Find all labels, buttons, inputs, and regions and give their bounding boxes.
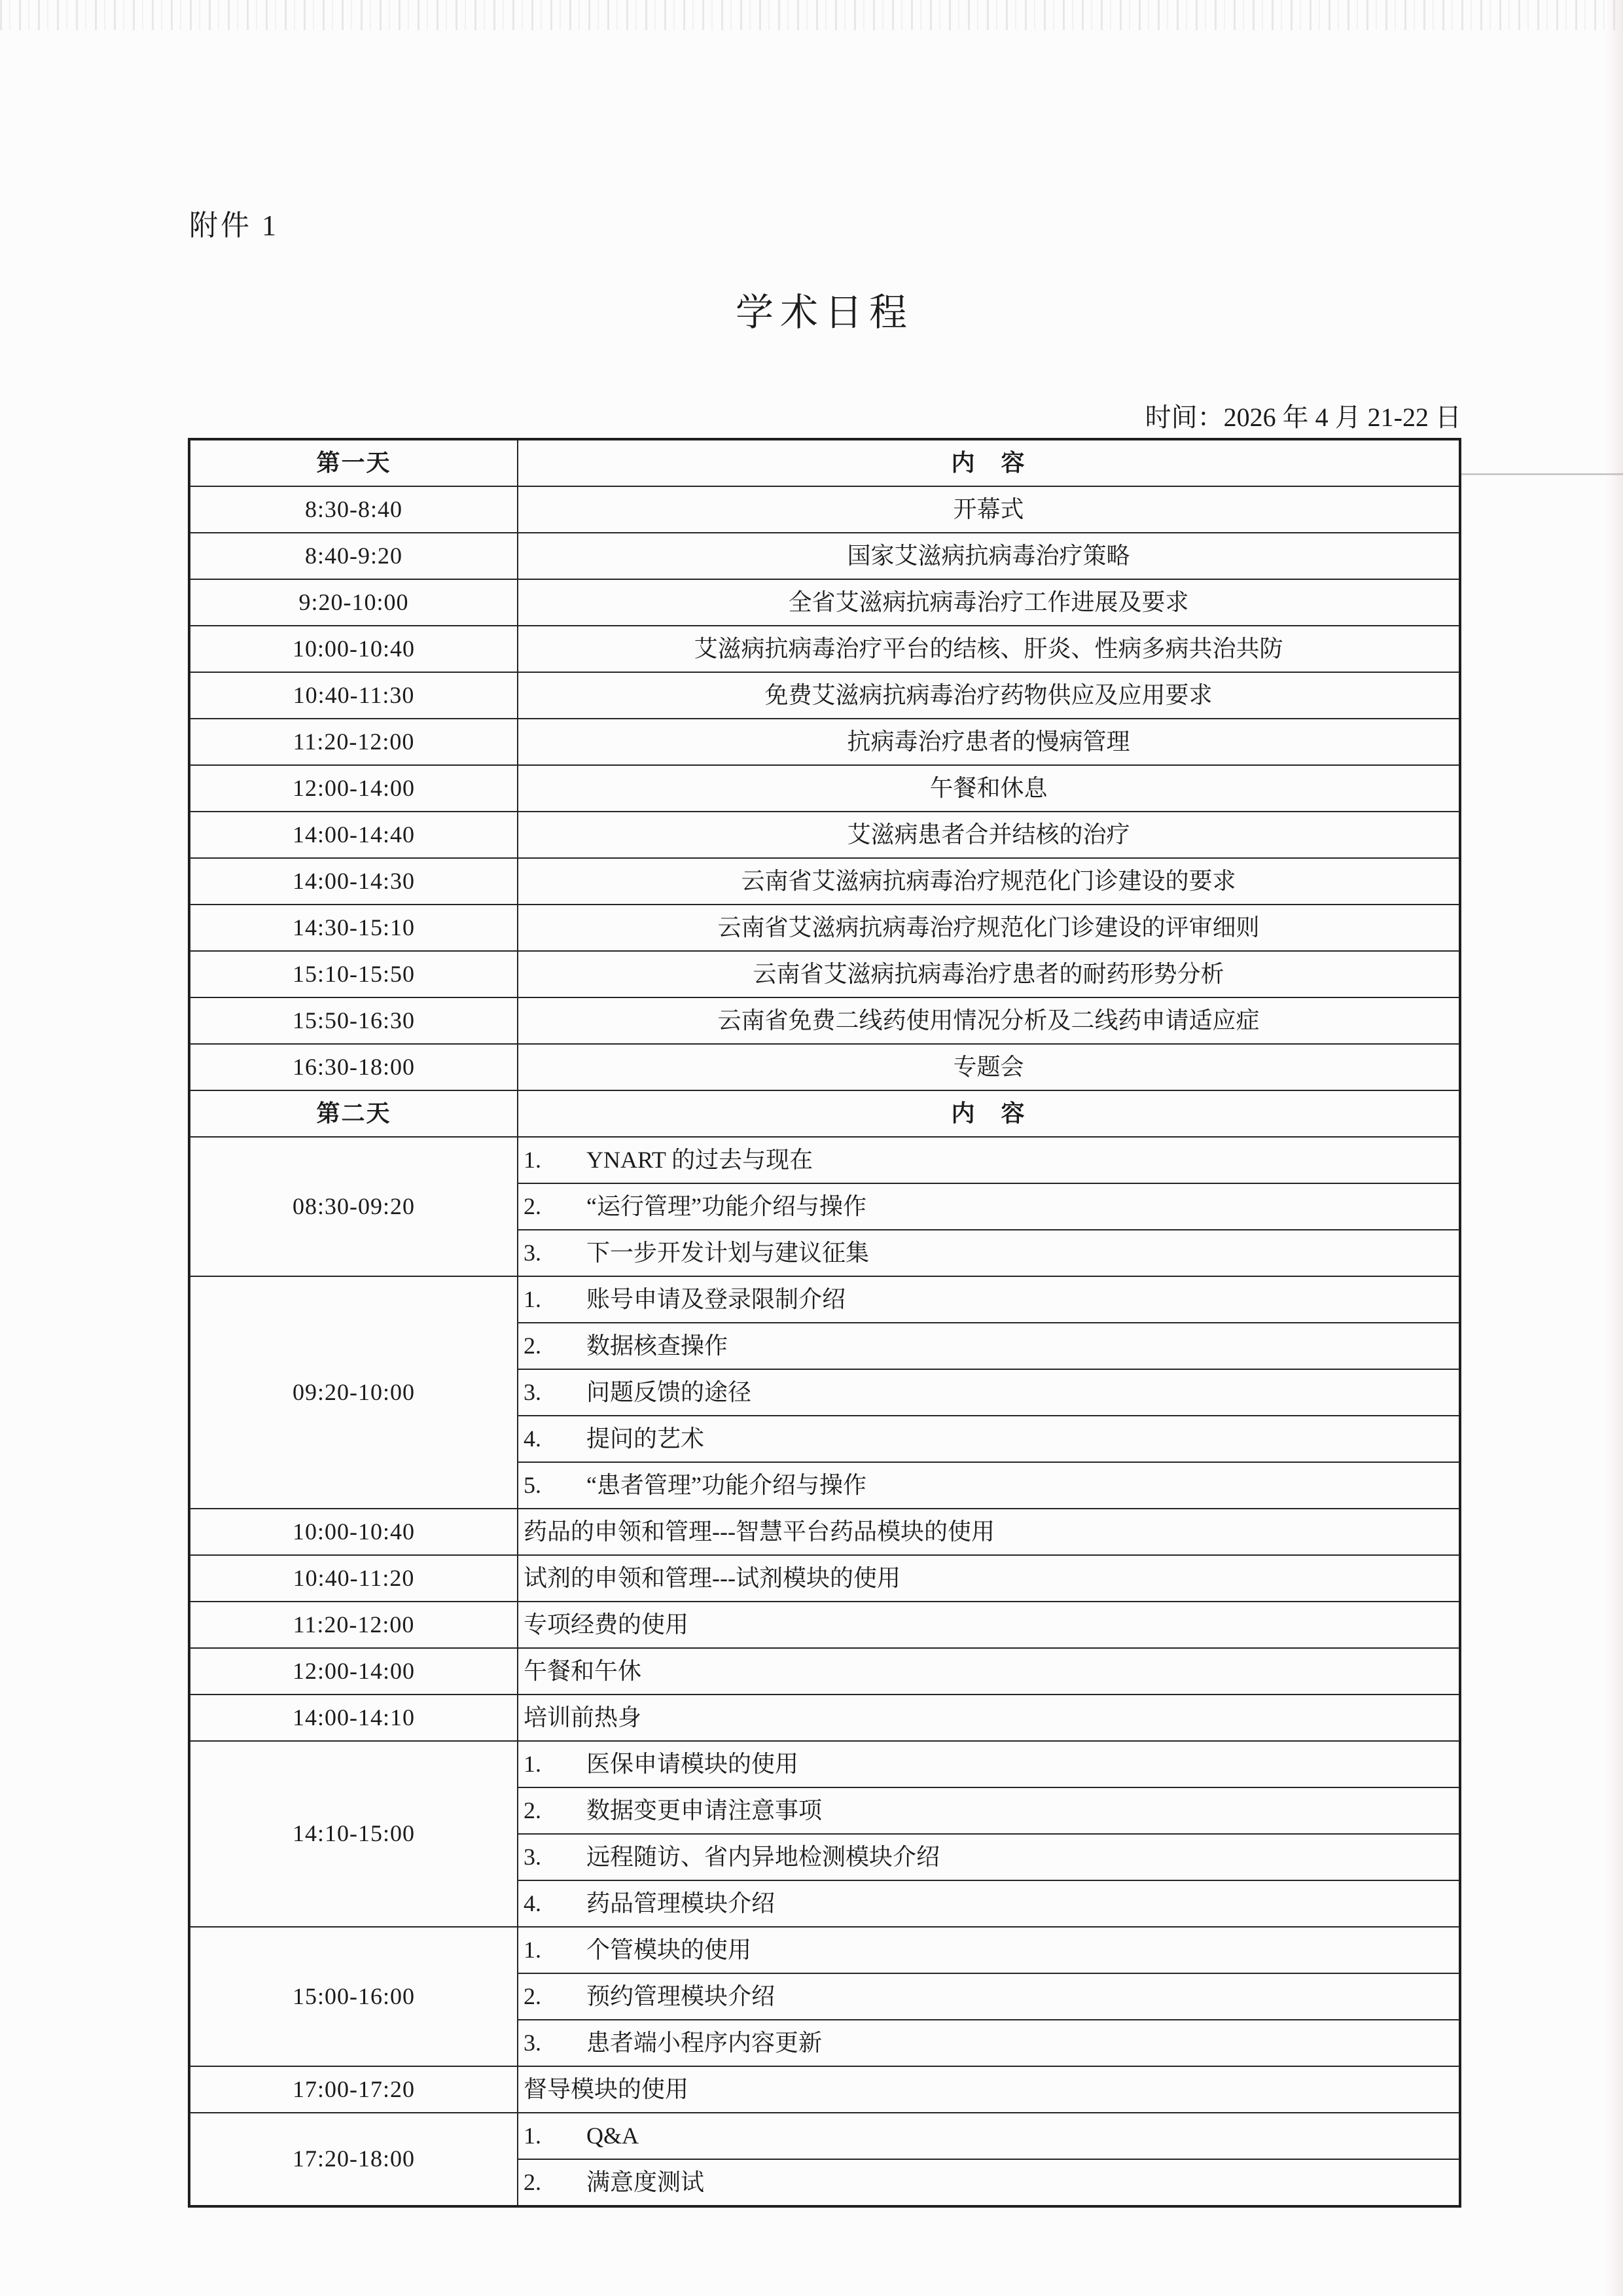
table-row	[189, 905, 1460, 951]
content-cell: 专题会	[518, 1044, 1460, 1090]
table-row	[189, 1555, 1460, 1602]
time-cell: 16:30-18:00	[189, 1044, 518, 1090]
content-cell: 云南省艾滋病抗病毒治疗规范化门诊建设的评审细则	[518, 905, 1460, 951]
day1-header-cell: 第一天	[189, 439, 518, 486]
content-cell	[518, 1834, 1460, 1880]
item-text: 患者端小程序内容更新	[586, 2029, 823, 2056]
item-text: 数据核查操作	[586, 1332, 728, 1359]
item-text: 下一步开发计划与建议征集	[586, 1239, 870, 1266]
date-line: 时间：2026 年 4 月 21-22 日	[1145, 403, 1461, 432]
content-cell: 国家艾滋病抗病毒治疗策略	[518, 533, 1460, 579]
content-cell	[518, 1927, 1460, 1973]
content-cell	[518, 1462, 1460, 1509]
time-cell: 09:20-10:00	[189, 1276, 518, 1509]
table-row	[189, 486, 1460, 533]
content-cell	[518, 1509, 1460, 1555]
content-cell: 云南省艾滋病抗病毒治疗患者的耐药形势分析	[518, 951, 1460, 997]
content-cell: 午餐和休息	[518, 765, 1460, 812]
item-text: 督导模块的使用	[524, 2075, 689, 2102]
item-number: 3.	[524, 1843, 541, 1870]
scan-artifact-right-edge	[1606, 0, 1623, 2296]
content-cell: 抗病毒治疗患者的慢病管理	[518, 719, 1460, 765]
item-number: 4.	[524, 1425, 541, 1452]
content-cell	[518, 1323, 1460, 1369]
item-text: Q&A	[586, 2122, 639, 2149]
item-text: 预约管理模块介绍	[586, 1982, 776, 2009]
time-cell: 10:00-10:40	[189, 626, 518, 672]
content-cell: 艾滋病抗病毒治疗平台的结核、肝炎、性病多病共治共防	[518, 626, 1460, 672]
item-number: 4.	[524, 1890, 541, 1916]
time-cell: 8:40-9:20	[189, 533, 518, 579]
content-cell	[518, 1183, 1460, 1230]
table-row	[189, 812, 1460, 858]
table-row	[189, 719, 1460, 765]
content-cell	[518, 1880, 1460, 1927]
item-number: 2.	[524, 1332, 541, 1359]
item-text: 专项经费的使用	[524, 1611, 689, 1638]
table-row	[189, 1695, 1460, 1741]
table-row	[189, 858, 1460, 905]
attachment-label: 附件 1	[189, 209, 279, 242]
item-number: 1.	[524, 1936, 541, 1963]
table-row	[189, 672, 1460, 719]
content-cell	[518, 2113, 1460, 2159]
content-cell	[518, 1555, 1460, 1602]
item-number: 5.	[524, 1471, 541, 1498]
schedule-table	[188, 438, 1461, 2208]
scan-artifact-top-edge	[0, 0, 1623, 30]
day2-header-row	[189, 1090, 1460, 1137]
time-cell: 15:00-16:00	[189, 1927, 518, 2066]
time-cell: 14:10-15:00	[189, 1741, 518, 1927]
time-cell: 15:10-15:50	[189, 951, 518, 997]
item-text: “患者管理”功能介绍与操作	[586, 1471, 866, 1498]
content-cell	[518, 2066, 1460, 2113]
table-row	[189, 626, 1460, 672]
scan-artifact-line	[1461, 473, 1623, 475]
content-cell	[518, 1416, 1460, 1462]
item-number: 1.	[524, 1146, 541, 1173]
item-number: 2.	[524, 2168, 541, 2195]
table-row	[189, 951, 1460, 997]
day2-content-header-cell: 内 容	[518, 1090, 1460, 1137]
item-number: 2.	[524, 1797, 541, 1823]
item-text: 远程随访、省内异地检测模块介绍	[586, 1843, 940, 1870]
table-row	[189, 1602, 1460, 1648]
time-cell: 14:30-15:10	[189, 905, 518, 951]
page-title: 学术日程	[735, 291, 914, 334]
item-text: 数据变更申请注意事项	[586, 1797, 823, 1823]
item-number: 3.	[524, 2029, 541, 2056]
content-cell	[518, 2020, 1460, 2066]
time-cell: 11:20-12:00	[189, 719, 518, 765]
item-text: 满意度测试	[586, 2168, 705, 2195]
time-cell: 14:00-14:40	[189, 812, 518, 858]
time-cell: 08:30-09:20	[189, 1137, 518, 1276]
item-number: 1.	[524, 2122, 541, 2149]
table-row	[189, 1509, 1460, 1555]
item-text: 试剂的申领和管理---试剂模块的使用	[524, 1564, 901, 1591]
content-cell: 艾滋病患者合并结核的治疗	[518, 812, 1460, 858]
table-row	[189, 533, 1460, 579]
content-cell	[518, 1602, 1460, 1648]
item-text: 医保申请模块的使用	[586, 1750, 799, 1777]
content-cell: 云南省艾滋病抗病毒治疗规范化门诊建设的要求	[518, 858, 1460, 905]
table-row	[189, 997, 1460, 1044]
table-row	[189, 1927, 1460, 1973]
content-cell	[518, 1741, 1460, 1787]
time-cell: 17:20-18:00	[189, 2113, 518, 2206]
content-cell	[518, 1787, 1460, 1834]
content-cell	[518, 1648, 1460, 1695]
time-cell: 8:30-8:40	[189, 486, 518, 533]
time-cell: 10:40-11:30	[189, 672, 518, 719]
item-text: YNART 的过去与现在	[586, 1146, 813, 1173]
day1-content-header-cell: 内 容	[518, 439, 1460, 486]
content-cell	[518, 1230, 1460, 1276]
time-cell: 14:00-14:10	[189, 1695, 518, 1741]
time-cell: 17:00-17:20	[189, 2066, 518, 2113]
time-cell: 15:50-16:30	[189, 997, 518, 1044]
table-row	[189, 1276, 1460, 1323]
item-text: 培训前热身	[524, 1704, 642, 1731]
day2-header-cell: 第二天	[189, 1090, 518, 1137]
item-text: 问题反馈的途径	[586, 1378, 752, 1405]
content-cell	[518, 2159, 1460, 2206]
item-text: 药品的申领和管理---智慧平台药品模块的使用	[524, 1518, 995, 1545]
item-text: 个管模块的使用	[586, 1936, 752, 1963]
item-text: 账号申请及登录限制介绍	[586, 1285, 846, 1312]
time-cell: 9:20-10:00	[189, 579, 518, 626]
content-cell: 全省艾滋病抗病毒治疗工作进展及要求	[518, 579, 1460, 626]
item-text: 提问的艺术	[586, 1425, 705, 1452]
table-row	[189, 1648, 1460, 1695]
item-number: 2.	[524, 1982, 541, 2009]
content-cell: 免费艾滋病抗病毒治疗药物供应及应用要求	[518, 672, 1460, 719]
content-cell: 开幕式	[518, 486, 1460, 533]
content-cell	[518, 1276, 1460, 1323]
table-row	[189, 765, 1460, 812]
content-cell: 云南省免费二线药使用情况分析及二线药申请适应症	[518, 997, 1460, 1044]
item-text: 药品管理模块介绍	[586, 1890, 776, 1916]
time-cell: 10:00-10:40	[189, 1509, 518, 1555]
item-text: 午餐和午休	[524, 1657, 642, 1684]
item-number: 1.	[524, 1285, 541, 1312]
table-row	[189, 2113, 1460, 2159]
content-cell	[518, 1137, 1460, 1183]
item-number: 3.	[524, 1378, 541, 1405]
table-row	[189, 579, 1460, 626]
table-row	[189, 1741, 1460, 1787]
item-text: “运行管理”功能介绍与操作	[586, 1193, 866, 1219]
table-row	[189, 1137, 1460, 1183]
table-row	[189, 2066, 1460, 2113]
item-number: 2.	[524, 1193, 541, 1219]
day1-header-row	[189, 439, 1460, 486]
content-cell	[518, 1695, 1460, 1741]
time-cell: 12:00-14:00	[189, 1648, 518, 1695]
time-cell: 12:00-14:00	[189, 765, 518, 812]
item-number: 3.	[524, 1239, 541, 1266]
schedule-table-container	[188, 438, 1461, 2208]
content-cell	[518, 1973, 1460, 2020]
item-number: 1.	[524, 1750, 541, 1777]
content-cell	[518, 1369, 1460, 1416]
time-cell: 11:20-12:00	[189, 1602, 518, 1648]
table-row	[189, 1044, 1460, 1090]
time-cell: 14:00-14:30	[189, 858, 518, 905]
time-cell: 10:40-11:20	[189, 1555, 518, 1602]
